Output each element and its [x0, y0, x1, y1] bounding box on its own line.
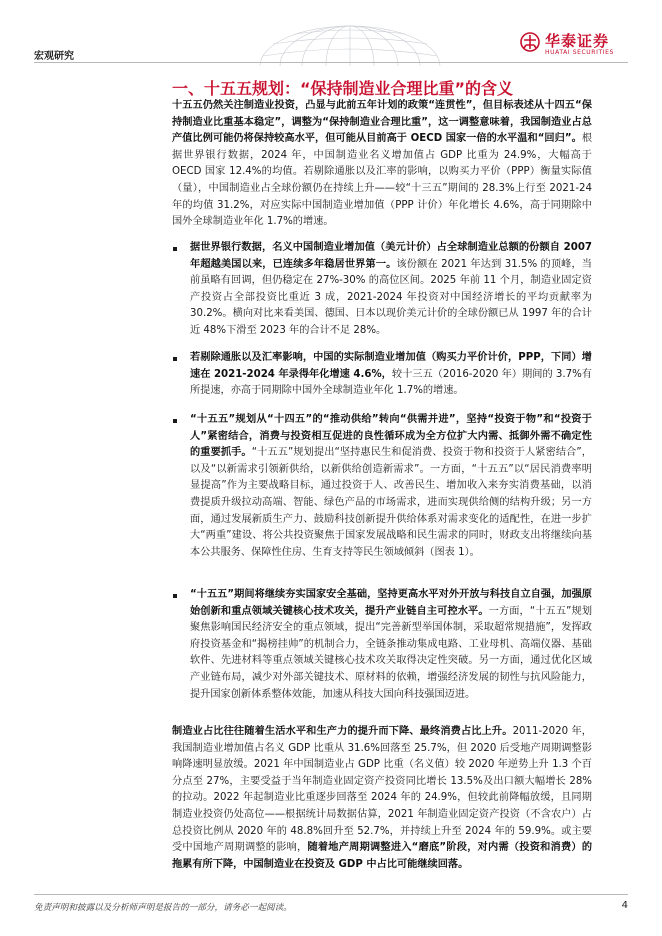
bullet-2-body-text: 较十三五（2016-2020 年）期间的 3.7%有所提速，亦高于同期除中国外全球制造业年化 1.7%的增速。	[190, 368, 592, 397]
section-label: 宏观研究	[34, 51, 74, 62]
closing-bold-text-b: 随着地产周期调整进入“磨底”阶段，对内需（投资和消费）的拖累有所下降，中国制造业在投资及 GDP 中占比可能继续回落。	[172, 842, 593, 870]
huatai-logo-icon	[520, 32, 540, 52]
bullet-1-bold-text: 据世界银行数据，名义中国制造业增加值（美元计价）占全球制造业总额的份额自 2007 年超越美国以来，已连续多年稳居世界第一。	[190, 242, 592, 270]
footer-divider	[34, 894, 628, 895]
section-title: 一、十五五规划：“保持制造业合理比重”的含义	[172, 79, 514, 98]
page-number: 4	[621, 900, 628, 911]
logo-text-cn: 华泰证券	[545, 32, 610, 50]
closing-paragraph	[172, 724, 592, 873]
intro-body-text: 根据世界银行数据，2024 年，中国制造业名义增加值占 GDP 比重为 24.9%，大幅高于 OECD 国家 12.4%的均值。若剔除通胀以及汇率的影响，以购买力平价（PPP）衡量实际值（量），中国制造业占全球份额仍在持续上升——较“十三五”期间的 28.3%上行至 2021-24 年的均值 31.2%，对应实际中国制造业增加值（PPP 计价）年化增长 4.6%，高于同期除中国外全球制造业年化 1.7%的增速。	[172, 133, 592, 228]
bullet-4-bold-text: “十五五”期间将继续夯实国家安全基础，坚持更高水平对外开放与科技自立自强，加强原始创新和重点领域关键核心技术攻关，提升产业链自主可控水平。	[190, 589, 592, 617]
intro-bold-text: 十五五仍然关注制造业投资，凸显与此前五年计划的政策“连贯性”，但目标表述从十四五“保持制造业比重基本稳定”，调整为“保持制造业合理比重”，这一调整意味着，我国制造业占总产值比例可能仍将保持较高水平，但可能从目前高于 OECD 国家一倍的水平温和“回归”。	[172, 100, 592, 145]
bullet-paragraph-2	[190, 350, 592, 400]
huatai-securities-logo	[520, 27, 628, 61]
closing-bold-text-a: 制造业占比往往随着生活水平和生产力的提升而下降、最终消费占比上升。	[172, 726, 513, 737]
footer-disclaimer: 免责声明和披露以及分析师声明是报告的一部分，请务必一起阅读。	[34, 903, 292, 913]
bullet-1-body-text: 该份额在 2021 年达到 31.5% 的顶峰，当前虽略有回调，但仍稳定在 27%-30% 的高位区间。2025 年前 11 个月，制造业固定资产投资占全部投资比重近 3 成，2021-2024 年投资对中国经济增长的平均贡献率为 30.2%。横向对比来看美国、德国、日本以现价美元计价的全球份额已从 1997 年的合计近 48%下滑至 2023 年的合计不足 28%。	[190, 258, 592, 336]
bullet-3-body-text: “十五五”规划提出“坚持惠民生和促消费、投资于物和投资于人紧密结合”，以及“以新需求引领新供给，以新供给创造新需求”。一方面，“十五五”以“居民消费率明显提高”作为主要战略目标，通过投资于人、改善民生、增加收入来夯实消费基础，以消费提质升级拉动高端、智能、绿色产品的市场需求，进而实现供给侧的结构升级；另一方面，通过发展新质生产力、鼓励科技创新提升供给体系对需求变化的适配性，在进一步扩大“两重”建设、将公共投资聚焦于国家发展战略和民生需求的同时，财政支出将继续向基本公共服务、保障性住房、生育支持等民生领域倾斜（图表 1）。	[190, 447, 592, 558]
closing-body-text: 2011-2020 年，我国制造业增加值占名义 GDP 比重从 31.6%回落至 25.7%，但 2020 后受地产周期调整影响降速明显放缓。2021 年中国制造业占 GDP 比重（名义值）较 2020 年逆势上升 1.3 个百分点至 27%，主要受益于当年制造业固定资产投资同比增长 13.5%及出口额大幅增长 28%的拉动。2022 年起制造业比重逐步回落至 2024 年的 24.9%，但较此前降幅放缓，且同期制造业投资仍处高位——根据统计局数据估算，2021 年制造业固定资产投资（不含农户）占总投资比例从 2020 年的 48.8%回升至 52.7%，并持续上升至 2024 年的 59.9%。或主要受中国地产周期调整的影响，	[172, 726, 592, 854]
bullet-3-bold-text: “十五五”规划从“十四五”的“推动供给”转向“供需并进”，坚持“投资于物”和“投资于人”紧密结合，消费与投资相互促进的良性循环成为全方位扩大内需、抵御外需不确定性的重要抓手。	[190, 414, 592, 459]
bullet-2-bold-text: 若剔除通胀以及汇率影响，中国的实际制造业增加值（购买力平价计价，PPP，下同）增速在 2021-2024 年录得年化增速 4.6%，	[190, 352, 592, 380]
bullet-paragraph-4	[190, 587, 592, 703]
bullet-paragraph-1	[190, 240, 592, 340]
bullet-marker	[173, 247, 177, 251]
intro-paragraph	[172, 98, 592, 231]
bullet-4-body-text: 一方面，“十五五”规划聚焦影响国民经济安全的重点领域，提出“完善新型举国体制，采取超常规措施”，发挥政府投资基金和“揭榜挂帅”的机制合力，全链条推动集成电路、工业母机、高端仪器、基础软件、先进材料等重点领域关键核心技术攻关取得决定性突破。另一方面，通过优化区域产业链布局，减少对外部关键技术、原材料的依赖，增强经济发展的韧性与抗风险能力，提升国家创新体系整体效能，加速从科技大国向科技强国迈进。	[190, 605, 593, 700]
bullet-paragraph-3	[190, 412, 592, 561]
bullet-marker	[173, 419, 177, 423]
decorative-globe-graphic	[255, 22, 445, 66]
bullet-marker	[173, 594, 177, 598]
bullet-marker	[173, 357, 177, 361]
header-divider	[34, 62, 628, 63]
logo-text-en: HUATAI SECURITIES	[545, 49, 614, 56]
